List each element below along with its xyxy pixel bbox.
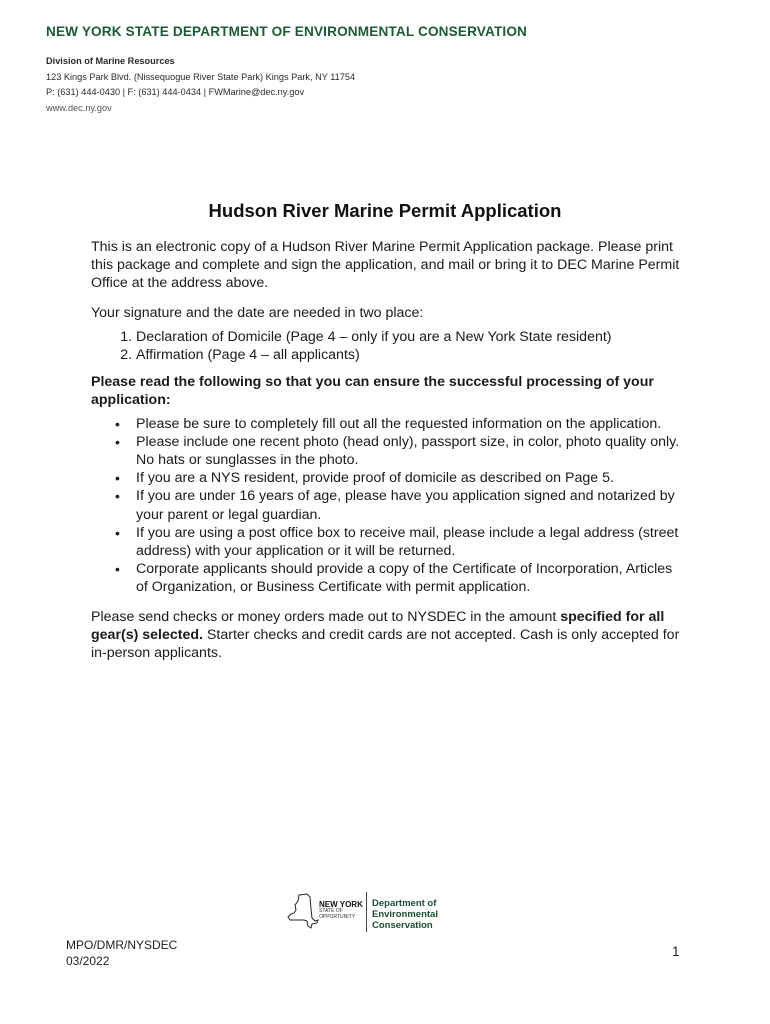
signature-list bbox=[91, 328, 681, 364]
signature-item: 2. Affirmation (Page 4 – all applicants) bbox=[136, 346, 681, 364]
dec-line-3: Conservation bbox=[372, 920, 433, 931]
division-contact: P: (631) 444-0430 | F: (631) 444-0434 | FWMarine@dec.ny.gov bbox=[46, 87, 305, 97]
division-name: Division of Marine Resources bbox=[46, 56, 175, 66]
footer-code: MPO/DMR/NYSDEC bbox=[66, 938, 178, 952]
payment-text-1: Please send checks or money orders made out to NYSDEC in the amount bbox=[91, 608, 561, 625]
signature-item: 1. Declaration of Domicile (Page 4 – only if you are a New York State resident) bbox=[136, 328, 681, 346]
agency-name: NEW YORK STATE DEPARTMENT OF ENVIRONMENTAL CONSERVATION bbox=[46, 24, 528, 39]
page-title: Hudson River Marine Permit Application bbox=[208, 200, 562, 221]
page-number: 1 bbox=[672, 944, 680, 959]
footer-date: 03/2022 bbox=[66, 953, 110, 968]
division-address: 123 Kings Park Blvd. (Nissequogue River State Park) Kings Park, NY 11754 bbox=[46, 71, 356, 82]
nys-line-3: OPPORTUNITY bbox=[319, 913, 356, 920]
logo-divider bbox=[366, 892, 367, 932]
instruction-item: • If you are a NYS resident, provide proof of domicile as described on Page 5. bbox=[91, 469, 681, 487]
instruction-item: • Please be sure to completely fill out all the requested information on the application. bbox=[91, 415, 681, 433]
footer-form-id bbox=[66, 938, 177, 969]
signature-intro: Your signature and the date are needed in two place: bbox=[91, 304, 424, 321]
nys-wordmark bbox=[319, 900, 363, 920]
main-content bbox=[91, 238, 681, 662]
intro-paragraph: This is an electronic copy of a Hudson River Marine Permit Application package. Please print this package and complete and sign the application, and mail or bring it to DEC Marine Permit Office at the address above. bbox=[91, 239, 680, 292]
nys-dec-logo bbox=[287, 890, 457, 936]
payment-paragraph bbox=[91, 608, 681, 663]
instruction-item: • Corporate applicants should provide a copy of the Certificate of Incorporation, Articles of Organization, or Business Certificate with permit application. bbox=[91, 560, 681, 596]
nys-line-2: STATE OF bbox=[319, 908, 343, 914]
dec-line-1: Department of bbox=[372, 898, 437, 909]
instruction-item: • If you are under 16 years of age, please have you application signed and notarized by your parent or legal guardian. bbox=[91, 487, 681, 523]
dec-wordmark bbox=[372, 898, 438, 931]
division-block bbox=[46, 54, 726, 116]
instruction-item: • If you are using a post office box to receive mail, please include a legal address (street address) with your application or it will be returned. bbox=[91, 524, 681, 560]
nys-line-1: NEW YORK bbox=[319, 900, 363, 909]
dec-line-2: Environmental bbox=[372, 909, 438, 920]
payment-emphasis: specified for all gear(s) selected. bbox=[91, 608, 665, 643]
new-york-state-map-icon bbox=[287, 893, 319, 929]
instruction-item: • Please include one recent photo (head only), passport size, in color, photo quality only. No hats or sunglasses in the photo. bbox=[91, 433, 681, 469]
instructions-list bbox=[91, 415, 681, 597]
division-website[interactable]: www.dec.ny.gov bbox=[46, 102, 112, 113]
instructions-heading: Please read the following so that you can ensure the successful processing of your application: bbox=[91, 374, 654, 409]
payment-text-2: Starter checks and credit cards are not accepted. Cash is only accepted for in-person applicants. bbox=[91, 626, 680, 662]
